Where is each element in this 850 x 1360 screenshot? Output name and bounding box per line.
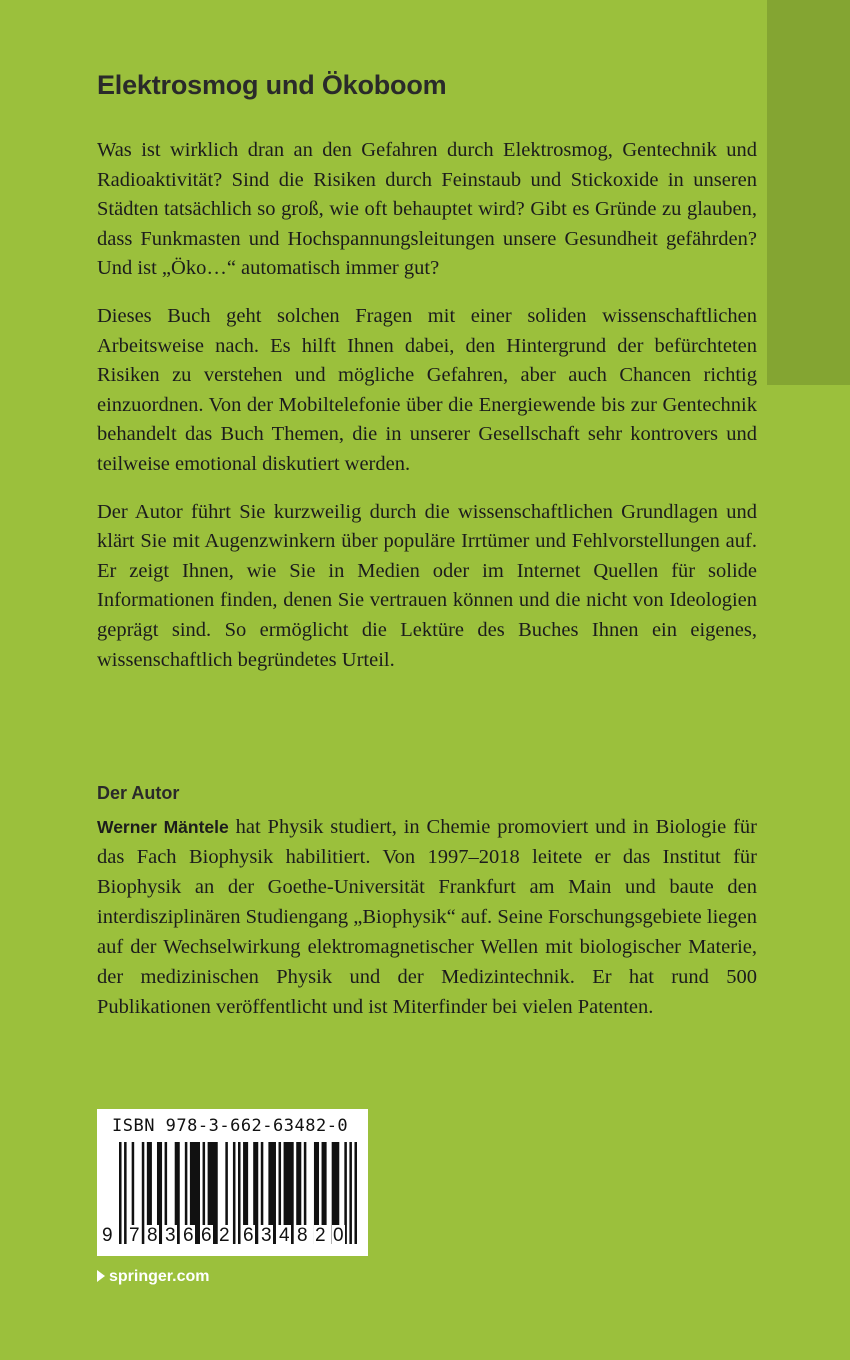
isbn-label: ISBN 978-3-662-63482-0 <box>112 1116 349 1136</box>
barcode-digit: 7 <box>129 1225 140 1246</box>
barcode-digit: 8 <box>147 1225 158 1246</box>
author-bio <box>97 812 757 1022</box>
publisher-link[interactable] <box>97 1268 209 1286</box>
author-bio-text: hat Physik studiert, in Chemie promoviert und in Biologie für das Fach Biophysik habilitiert. Von 1997–2018 leitete er das Institut für Biophysik an der Goethe-Universität Frankfurt am Main und baute den interdisziplinären Studiengang „Biophysik“ auf. Seine Forschungsgebiete liegen auf der Wechselwirkung elektromagnetischer Wellen mit biologischer Materie, der medizinischen Physik und der Medizintechnik. Er hat rund 500 Publikationen veröffentlicht und ist Miterfinder bei vielen Patenten. <box>97 816 757 1018</box>
barcode-digit: 0 <box>333 1225 344 1246</box>
arrow-right-icon <box>97 1270 105 1282</box>
spine-stripe <box>767 0 850 385</box>
blurb <box>97 136 757 693</box>
book-title: Elektrosmog und Ökoboom <box>97 70 447 100</box>
barcode-digit: 6 <box>183 1225 194 1246</box>
barcode-digit: 4 <box>279 1225 290 1246</box>
barcode-digit: 3 <box>261 1225 272 1246</box>
author-name: Werner Mäntele <box>97 817 229 837</box>
isbn-barcode <box>97 1109 368 1256</box>
publisher-url: springer.com <box>109 1268 210 1285</box>
blurb-paragraph-2: Dieses Buch geht solchen Fragen mit einer soliden wissenschaftlichen Arbeitsweise nach. Es hilft Ihnen dabei, den Hintergrund der befürchteten Risiken zu verstehen und mögliche Gefahren, aber auch Chancen richtig einzuordnen. Von der Mobiltelefonie über die Energiewende bis zur Gentechnik behandelt das Buch Themen, die in unserer Gesellschaft sehr kontrovers und teilweise emotional diskutiert werden. <box>97 304 757 475</box>
barcode-digit: 6 <box>201 1225 212 1246</box>
barcode-digit: 2 <box>315 1225 326 1246</box>
barcode-digits <box>101 1225 363 1251</box>
barcode-digit: 3 <box>165 1225 176 1246</box>
author-heading: Der Autor <box>97 783 180 803</box>
barcode-digit: 2 <box>219 1225 230 1246</box>
barcode-digit: 9 <box>102 1225 113 1246</box>
blurb-paragraph-1: Was ist wirklich dran an den Gefahren durch Elektrosmog, Gentechnik und Radioaktivität? Sind die Risiken durch Feinstaub und Stickoxide in unseren Städten tatsächlich so groß, wie oft behauptet wird? Gibt es Gründe zu glauben, dass Funkmasten und Hochspannungsleitungen unsere Gesundheit gefährden? Und ist „Öko…“ automatisch immer gut? <box>97 139 757 280</box>
barcode-digit: 8 <box>297 1225 308 1246</box>
barcode-digit: 6 <box>243 1225 254 1246</box>
blurb-paragraph-3: Der Autor führt Sie kurzweilig durch die wissenschaftlichen Grundlagen und klärt Sie mit Augenzwinkern über populäre Irrtümer und Fehlvorstellungen auf. Er zeigt Ihnen, wie Sie in Medien oder im Internet Quellen für solide Informationen finden, denen Sie vertrauen können und die nicht von Ideologien geprägt sind. So ermöglicht die Lektüre des Buches Ihnen ein eigenes, wissenschaftlich begründetes Urteil. <box>97 500 757 671</box>
